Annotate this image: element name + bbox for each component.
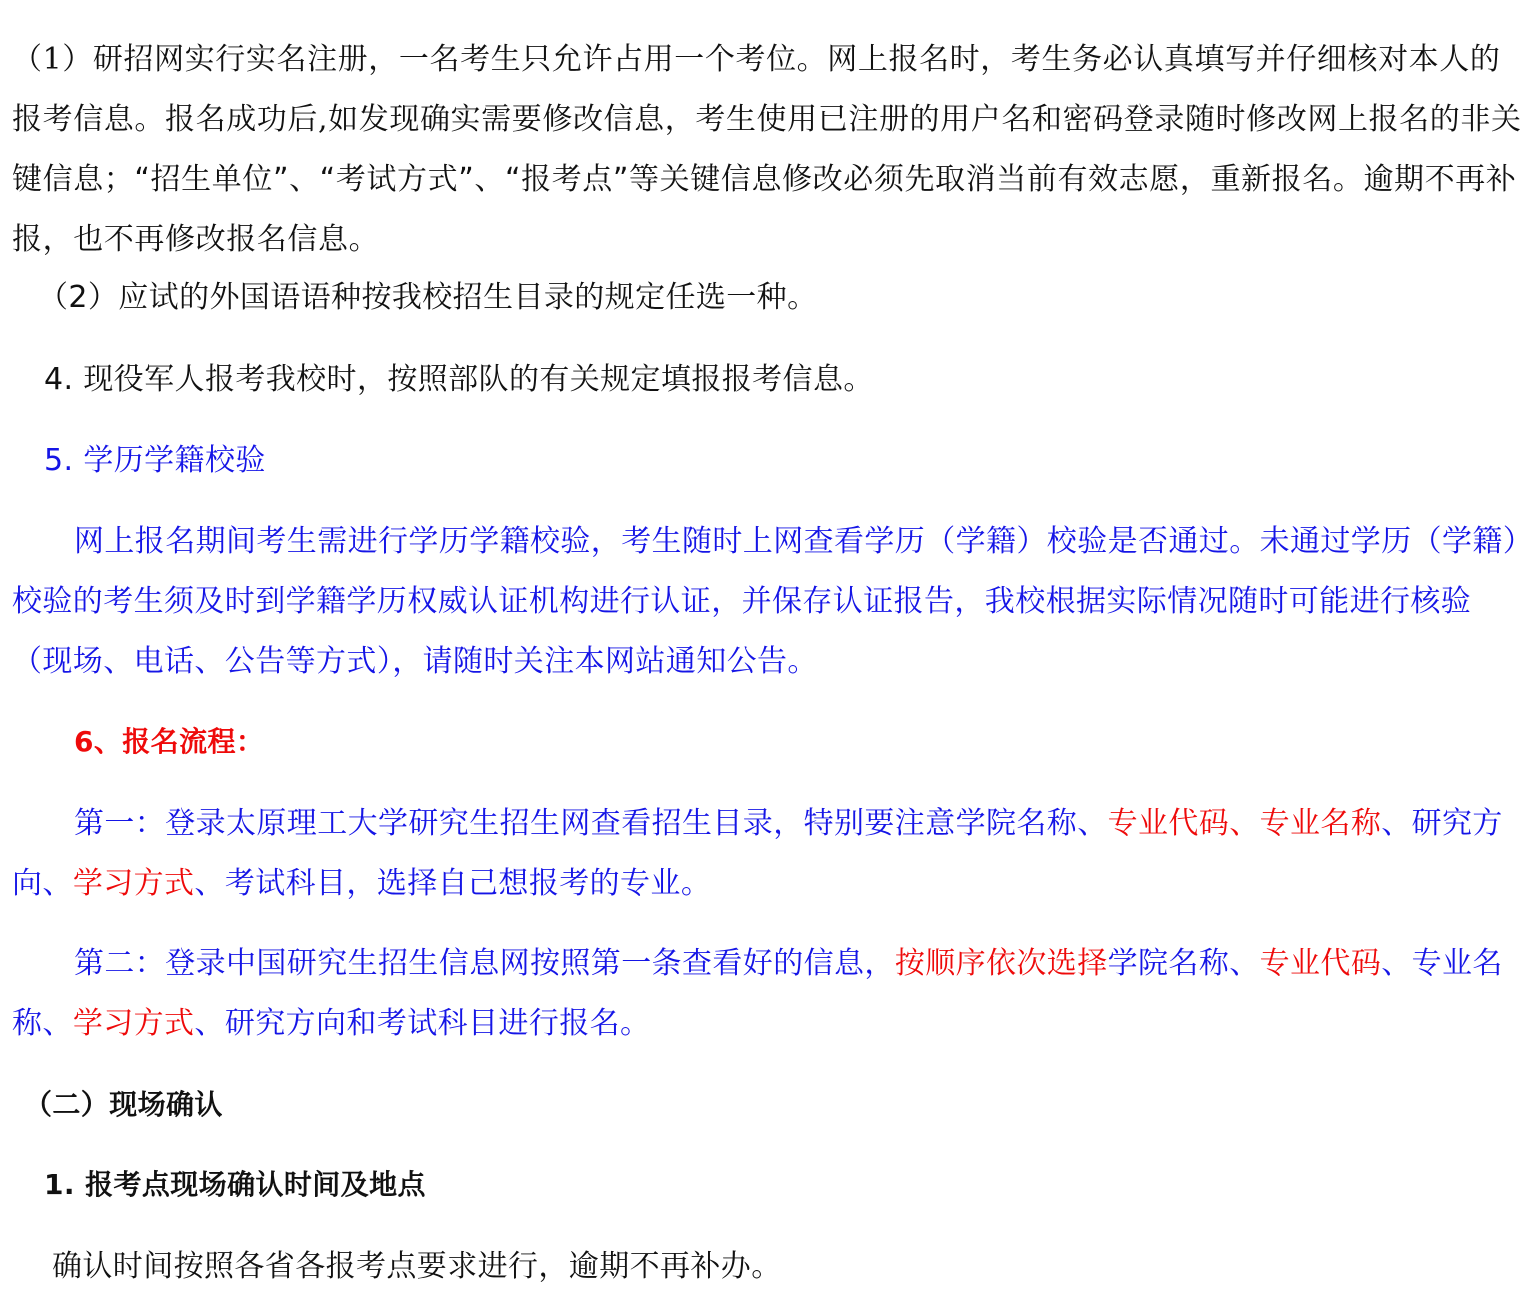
step-2-highlight-order: 按顺序依次选择 xyxy=(894,946,1108,981)
step-2-text-e: 、专业名称、 xyxy=(12,946,1503,1041)
item-1-serif-text: （1）研招网实行实名注册，一名考生只允许占用一个考位。网上报名时，考生务必认真填写并仔细核对本人的报考信息。报名成功后, xyxy=(12,42,1501,137)
section-4-text: 4. 现役军人报考我校时，按照部队的有关规定填报报考信息。 xyxy=(44,362,874,397)
paragraph-item-2: （2）应试的外国语语种按我校招生目录的规定任选一种。 xyxy=(38,280,818,315)
item-1-text: 如发现确实需要修改信息，考生使用已注册的用户名和密码登录随时修改网上报名的非关键信息；“招生单位”、“考试方式”、“报考点”等关键信息修改必须先取消当前有效志愿，重新报名。逾期不再补报，也不再修改报名信息。 xyxy=(12,102,1522,257)
step-1-text-e: 、研究方向、 xyxy=(12,806,1503,901)
part-2-sub-1-heading: 1. 报考点现场确认时间及地点 xyxy=(44,1168,426,1201)
step-1-highlight-major-name: 专业名称 xyxy=(1259,806,1382,841)
step-2-highlight-study-mode: 学习方式 xyxy=(72,1006,195,1041)
section-6-step-1 xyxy=(12,794,1528,914)
step-1-highlight-major-code: 专业代码 xyxy=(1107,806,1230,841)
step-1-highlight-study-mode: 学习方式 xyxy=(72,866,195,901)
paragraph-item-1 xyxy=(12,30,1528,270)
step-2-text-a: 第二：登录中国研究生招生信息网按照第一条查看好的信息， xyxy=(74,946,895,981)
step-2-text-c: 学院名称、 xyxy=(1107,946,1260,981)
step-1-separator: 、 xyxy=(1229,806,1260,841)
step-1-text-a: 第一：登录太原理工大学研究生招生网查看招生目录，特别要注意学院名称、 xyxy=(74,806,1108,841)
part-2-sub-1-body: 确认时间按照各省各报考点要求进行，逾期不再补办。 xyxy=(52,1249,782,1284)
section-6-step-2 xyxy=(12,934,1528,1054)
step-2-highlight-major-code: 专业代码 xyxy=(1259,946,1382,981)
part-2-heading: （二）现场确认 xyxy=(24,1088,223,1121)
step-2-text-g: 、研究方向和考试科目进行报名。 xyxy=(194,1006,651,1041)
section-5-body: 网上报名期间考生需进行学历学籍校验，考生随时上网查看学历（学籍）校验是否通过。未通过学历（学籍）校验的考生须及时到学籍学历权威认证机构进行认证，并保存认证报告，我校根据实际情况随时可能进行核验（现场、电话、公告等方式），请随时关注本网站通知公告。 xyxy=(12,524,1519,679)
step-1-text-g: 、考试科目，选择自己想报考的专业。 xyxy=(194,866,712,901)
section-5-heading: 5. 学历学籍校验 xyxy=(44,443,266,478)
section-6-heading: 6、报名流程： xyxy=(74,725,265,758)
